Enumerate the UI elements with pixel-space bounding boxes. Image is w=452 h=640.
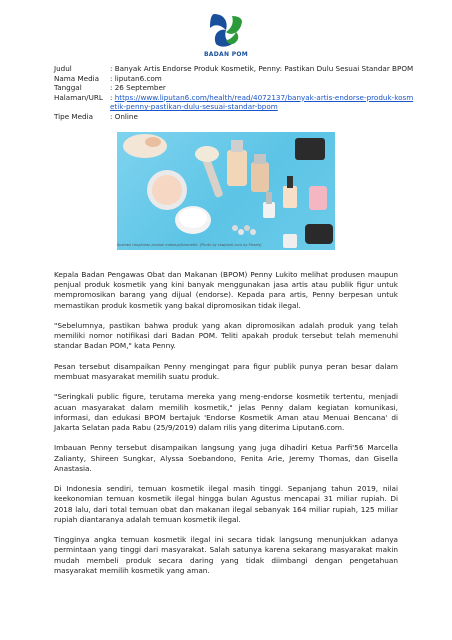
article-photo <box>117 132 335 250</box>
bpom-logo <box>193 10 259 64</box>
meta-value: : Online <box>110 111 138 121</box>
paragraph: "Seringkali public figure, terutama mereka yang meng-endorse kosmetik tertentu, menjadi acuan masyarakat dalam memilih kosmetik," jelas Penny dalam kegiatan komunikasi, informasi, dan edukasi BPOM bertajuk 'Endorse Kosmetik Aman atau Menuai Bencana' di Jakarta Selatan pada Rabu (25/9/2019) dalam rilis yang diterima Liputan6.com. <box>54 392 398 432</box>
meta-value: : Banyak Artis Endorse Produk Kosmetik, Penny: Pastikan Dulu Sesuai Standar BPOM <box>110 64 414 73</box>
meta-key: Nama Media <box>54 73 100 83</box>
meta-row-url <box>54 93 414 112</box>
url-prefix: : <box>110 92 115 102</box>
paragraph: Di Indonesia sendiri, temuan kosmetik ilegal masih tinggi. Sepanjang tahun 2019, nilai keekonomian temuan kosmetik ilegal hingga bulan Agustus mencapai 31 miliar rupiah. Di 2018 lalu, dari total temuan obat dan makanan ilegal sebanyak 164 miliar rupiah, 125 miliar rupiah diantaranya adalah temuan kosmetik ilegal. <box>54 484 398 524</box>
meta-row-tipe <box>54 112 414 122</box>
paragraph: "Sebelumnya, pastikan bahwa produk yang akan dipromosikan adalah produk yang telah memiliki nomor notifikasi dari Badan POM. Teliti apakah produk tersebut telah memenuhi standar Badan POM," kata Penny. <box>54 321 398 351</box>
photo-caption: Ilustrasi rangkaian produk makeup/kosmetik. (Photo by rawpixel.com by Pexels) <box>117 243 262 247</box>
logo-text: BADAN POM <box>203 51 249 58</box>
meta-row-tanggal <box>54 83 414 93</box>
meta-value <box>110 93 414 112</box>
cosmetics-illustration <box>117 132 335 250</box>
bpom-emblem-icon <box>206 10 246 50</box>
meta-value: : 26 September <box>110 83 166 93</box>
meta-key: Halaman/URL <box>54 92 103 102</box>
meta-row-judul <box>54 64 414 74</box>
metadata-table <box>54 64 414 122</box>
meta-key: Judul <box>54 64 72 73</box>
paragraph: Tingginya angka temuan kosmetik ilegal ini secara tidak langsung menunjukkan adanya permintaan yang tinggi dari masyarakat. Salah satunya karena sekarang masyarakat makin mudah membeli produk secara daring yang tidak diimbangi dengan pengetahuan masyarakat memilih kosmetik yang aman. <box>54 535 398 575</box>
article-url-link[interactable]: https://www.liputan6.com/health/read/4072137/banyak-artis-endorse-produk-kosmetik-penny-pastikan-dulu-sesuai-standar-bpom <box>110 92 414 112</box>
meta-key: Tipe Media <box>54 111 94 121</box>
meta-value: : liputan6.com <box>110 73 162 83</box>
paragraph: Imbauan Penny tersebut disampaikan langsung yang juga dihadiri Ketua Parfi'56 Marcella Zalianty, Shireen Sungkar, Alyssa Soebandono, Fenita Arie, Jeremy Thomas, dan Gisella Anastasia. <box>54 443 398 473</box>
paragraph: Kepala Badan Pengawas Obat dan Makanan (BPOM) Penny Lukito melihat produsen maupun penjual produk kosmetik yang kini banyak menggunakan jasa artis atau publik figur untuk mempromosikan barang yang dijual (endorse). Kepada para artis, Penny berpesan untuk memastikan produk kosmetik yang bakal dipromosikan tidak ilegal. <box>54 270 398 310</box>
meta-key: Tanggal <box>54 83 82 93</box>
meta-row-media <box>54 74 414 84</box>
article-body <box>54 270 398 586</box>
paragraph: Pesan tersebut disampaikan Penny mengingat para figur publik punya peran besar dalam membuat masyarakat memilih suatu produk. <box>54 361 398 381</box>
